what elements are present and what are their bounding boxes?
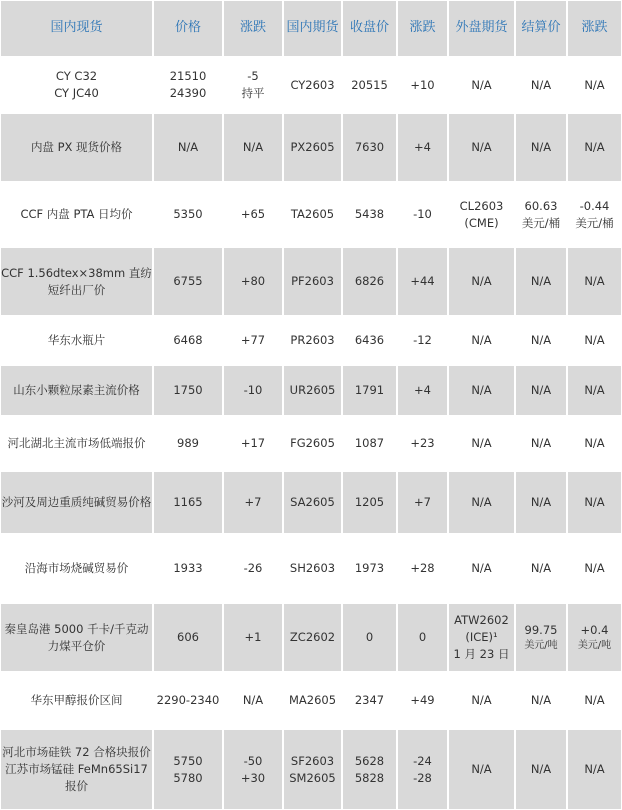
cell-future-change — [398, 183, 447, 246]
cell-line: N/A — [177, 140, 199, 155]
cell-line: 美元/吨 — [577, 639, 612, 651]
cell-line: CY JC40 — [54, 86, 99, 100]
cell-line: N/A — [471, 274, 492, 289]
cell-foreign-change — [568, 114, 621, 181]
cell-line: 5438 — [354, 207, 385, 222]
header-label: 涨跌 — [409, 20, 436, 36]
cell-settle — [516, 114, 566, 181]
cell-spot — [1, 535, 152, 602]
cell-line: 0 — [418, 630, 427, 645]
cell-line: CY2603 — [290, 77, 335, 92]
cell-price — [154, 248, 222, 315]
cell-close — [343, 317, 396, 364]
cell-line: N/A — [584, 762, 605, 777]
cell-line: PR2603 — [290, 333, 335, 348]
cell-line: 6468 — [173, 333, 203, 348]
cell-settle — [516, 730, 566, 809]
cell-line: N/A — [471, 333, 492, 348]
cell-line: N/A — [530, 383, 552, 398]
cell-change — [224, 366, 282, 415]
cell-change — [224, 317, 282, 364]
cell-line: (CME) — [464, 215, 499, 230]
cell-line: N/A — [530, 333, 552, 348]
cell-settle — [516, 58, 566, 112]
cell-line: CCF 内盘 PTA 日均价 — [20, 207, 133, 222]
cell-price — [154, 604, 222, 671]
cell-foreign-future — [449, 417, 514, 470]
cell-line: 1165 — [173, 495, 203, 510]
cell-line: +44 — [410, 274, 435, 289]
cell-close — [343, 472, 396, 533]
cell-future-change — [398, 417, 447, 470]
cell-foreign-future — [449, 604, 514, 671]
cell-line: N/A — [530, 693, 552, 708]
cell-foreign-future — [449, 366, 514, 415]
cell-close — [343, 673, 396, 728]
cell-foreign-change — [568, 417, 621, 470]
cell-line: SA2605 — [290, 495, 335, 510]
cell-future-change — [398, 58, 447, 112]
cell-spot — [1, 417, 152, 470]
cell-price — [154, 673, 222, 728]
cell-line: -5 — [247, 69, 259, 84]
cell-spot — [1, 604, 152, 671]
cell-line: 7630 — [354, 140, 385, 155]
cell-future — [284, 730, 341, 809]
cell-line: 1750 — [173, 383, 203, 398]
cell-close — [343, 58, 396, 112]
cell-line: 华东水瓶片 — [47, 333, 106, 348]
cell-settle — [516, 535, 566, 602]
cell-price — [154, 317, 222, 364]
cell-line: 美元/吨 — [524, 639, 558, 651]
cell-line: SF2603 — [290, 753, 335, 768]
header-label: 结算价 — [521, 20, 561, 36]
cell-line: N/A — [471, 77, 492, 92]
cell-close — [343, 248, 396, 315]
cell-line: -10 — [413, 207, 432, 222]
cell-future-change — [398, 472, 447, 533]
cell-line: N/A — [471, 140, 492, 155]
header-label: 收盘价 — [349, 20, 389, 36]
cell-future — [284, 535, 341, 602]
cell-close — [343, 417, 396, 470]
cell-line: 606 — [177, 630, 199, 645]
cell-price — [154, 472, 222, 533]
cell-price — [154, 366, 222, 415]
cell-line: N/A — [471, 436, 492, 451]
cell-change — [224, 183, 282, 246]
cell-foreign-change — [568, 604, 621, 671]
cell-line: 山东小颗粒尿素主流价格 — [13, 383, 140, 398]
cell-settle — [516, 472, 566, 533]
header-future-change — [398, 1, 447, 56]
cell-future — [284, 317, 341, 364]
cell-close — [343, 535, 396, 602]
cell-line: 秦皇岛港 5000 千卡/千克动 — [4, 621, 149, 636]
cell-spot — [1, 317, 152, 364]
cell-settle — [516, 417, 566, 470]
cell-foreign-change — [568, 535, 621, 602]
cell-line: N/A — [530, 77, 552, 92]
cell-line: N/A — [530, 561, 552, 576]
header-label: 国内期货 — [286, 20, 339, 36]
cell-line: 1791 — [354, 383, 385, 398]
cell-future-change — [398, 114, 447, 181]
cell-line: +10 — [410, 77, 435, 92]
cell-line: 6755 — [173, 274, 203, 289]
cell-line: 989 — [177, 436, 199, 451]
cell-change — [224, 248, 282, 315]
cell-line: N/A — [530, 495, 552, 510]
cell-spot — [1, 472, 152, 533]
cell-line: 99.75 — [524, 622, 558, 637]
cell-foreign-future — [449, 472, 514, 533]
cell-foreign-future — [449, 730, 514, 809]
cell-future — [284, 58, 341, 112]
cell-settle — [516, 183, 566, 246]
header-label: 价格 — [174, 20, 201, 36]
cell-line: 2290-2340 — [156, 693, 220, 708]
cell-future-change — [398, 604, 447, 671]
cell-line: N/A — [584, 77, 605, 92]
cell-line: N/A — [584, 561, 605, 576]
cell-line: N/A — [471, 495, 492, 510]
cell-line: MA2605 — [288, 693, 337, 708]
cell-line: +49 — [410, 693, 435, 708]
cell-close — [343, 604, 396, 671]
cell-foreign-change — [568, 317, 621, 364]
cell-line: -10 — [243, 383, 263, 398]
cell-line: 美元/桶 — [521, 215, 561, 230]
cell-line: 华东甲醇报价区间 — [30, 693, 123, 708]
cell-change — [224, 604, 282, 671]
cell-foreign-change — [568, 366, 621, 415]
cell-line: +7 — [414, 495, 431, 510]
cell-future-change — [398, 366, 447, 415]
cell-foreign-future — [449, 673, 514, 728]
cell-line: ATW2602 — [454, 613, 509, 628]
cell-change — [224, 673, 282, 728]
cell-close — [343, 366, 396, 415]
cell-change — [224, 535, 282, 602]
cell-line: +17 — [240, 436, 266, 451]
cell-line: -0.44 — [579, 198, 610, 213]
cell-settle — [516, 317, 566, 364]
cell-line: 1933 — [173, 561, 203, 576]
cell-line: N/A — [530, 762, 552, 777]
cell-line: 6826 — [354, 274, 385, 289]
cell-foreign-future — [449, 248, 514, 315]
cell-line: 报价 — [65, 778, 88, 793]
cell-spot — [1, 673, 152, 728]
cell-line: 美元/桶 — [575, 215, 614, 230]
cell-line: N/A — [584, 495, 605, 510]
cell-line: CCF 1.56dtex×38mm 直纺 — [1, 265, 152, 280]
cell-foreign-change — [568, 472, 621, 533]
cell-close — [343, 114, 396, 181]
cell-line: (ICE)¹ — [465, 630, 498, 645]
cell-line: 1087 — [354, 436, 385, 451]
header-change — [224, 1, 282, 56]
cell-foreign-change — [568, 58, 621, 112]
cell-line: +4 — [414, 383, 431, 398]
cell-line: N/A — [530, 140, 552, 155]
cell-line: 5780 — [173, 770, 203, 785]
cell-line: CL2603 — [459, 198, 504, 213]
cell-future-change — [398, 673, 447, 728]
cell-line: +77 — [240, 333, 266, 348]
cell-line: N/A — [471, 383, 492, 398]
cell-foreign-future — [449, 183, 514, 246]
cell-line: PX2605 — [290, 140, 335, 155]
cell-spot — [1, 183, 152, 246]
cell-line: 5350 — [173, 207, 203, 222]
cell-line: 沿海市场烧碱贸易价 — [24, 561, 129, 576]
cell-line: TA2605 — [290, 207, 335, 222]
cell-line: 1 月 23 日 — [453, 646, 510, 661]
cell-future-change — [398, 317, 447, 364]
cell-line: 河北市场硅铁 72 合格块报价 — [2, 745, 151, 760]
cell-line: -28 — [413, 770, 432, 785]
cell-future-change — [398, 535, 447, 602]
cell-line: 5750 — [173, 753, 203, 768]
header-label: 外盘期货 — [455, 20, 508, 36]
cell-future-change — [398, 248, 447, 315]
cell-line: N/A — [471, 693, 492, 708]
cell-line: -50 — [243, 753, 263, 768]
cell-line: UR2605 — [289, 383, 336, 398]
cell-change — [224, 114, 282, 181]
cell-close — [343, 730, 396, 809]
cell-line: N/A — [584, 333, 605, 348]
cell-line: N/A — [584, 274, 605, 289]
cell-future — [284, 604, 341, 671]
cell-line: 20515 — [351, 77, 388, 92]
cell-future — [284, 183, 341, 246]
cell-line: -24 — [413, 753, 432, 768]
cell-foreign-change — [568, 248, 621, 315]
cell-line: -26 — [243, 561, 263, 576]
cell-line: +23 — [410, 436, 435, 451]
cell-foreign-future — [449, 535, 514, 602]
cell-line: N/A — [242, 140, 264, 155]
header-price — [154, 1, 222, 56]
cell-price — [154, 730, 222, 809]
header-close — [343, 1, 396, 56]
cell-foreign-change — [568, 730, 621, 809]
cell-line: -12 — [413, 333, 432, 348]
header-foreign-change — [568, 1, 621, 56]
cell-future — [284, 673, 341, 728]
cell-foreign-future — [449, 317, 514, 364]
cell-price — [154, 417, 222, 470]
cell-price — [154, 114, 222, 181]
cell-line: +4 — [414, 140, 431, 155]
cell-line: ZC2602 — [289, 630, 336, 645]
cell-foreign-change — [568, 183, 621, 246]
cell-line: 河北湖北主流市场低端报价 — [7, 436, 146, 451]
header-label: 国内现货 — [50, 20, 103, 36]
cell-line: N/A — [242, 693, 264, 708]
cell-line: N/A — [584, 693, 605, 708]
cell-line: N/A — [584, 436, 605, 451]
cell-line: N/A — [584, 383, 605, 398]
cell-line: 内盘 PX 现货价格 — [30, 140, 123, 155]
cell-foreign-future — [449, 58, 514, 112]
cell-line: +0.4 — [580, 622, 609, 637]
cell-future — [284, 248, 341, 315]
cell-price — [154, 183, 222, 246]
cell-line: 沙河及周边重质纯碱贸易价格 — [1, 495, 152, 510]
cell-spot — [1, 114, 152, 181]
cell-price — [154, 58, 222, 112]
cell-line: 5828 — [354, 770, 385, 785]
cell-settle — [516, 366, 566, 415]
cell-future — [284, 472, 341, 533]
cell-line: N/A — [471, 762, 492, 777]
cell-line: +1 — [244, 630, 262, 645]
cell-line: +28 — [410, 561, 435, 576]
header-label: 涨跌 — [581, 20, 608, 36]
cell-line: +80 — [240, 274, 266, 289]
cell-line: 2347 — [354, 693, 385, 708]
cell-settle — [516, 248, 566, 315]
cell-line: SH2603 — [289, 561, 336, 576]
cell-line: +65 — [240, 207, 266, 222]
header-spot — [1, 1, 152, 56]
cell-line: FG2605 — [290, 436, 335, 451]
cell-change — [224, 730, 282, 809]
cell-line: 力煤平仓价 — [47, 638, 106, 653]
cell-line: N/A — [530, 274, 552, 289]
cell-line: 60.63 — [524, 198, 558, 213]
header-foreign-future — [449, 1, 514, 56]
cell-line: +7 — [244, 495, 262, 510]
cell-line: PF2603 — [291, 274, 334, 289]
cell-line: 江苏市场锰硅 FeMn65Si17 — [5, 762, 148, 777]
cell-line: +30 — [240, 770, 266, 785]
header-future — [284, 1, 341, 56]
cell-change — [224, 472, 282, 533]
cell-line: SM2605 — [289, 770, 336, 785]
header-label: 涨跌 — [239, 20, 266, 36]
cell-line: N/A — [584, 140, 605, 155]
cell-line: 1973 — [354, 561, 385, 576]
cell-future — [284, 417, 341, 470]
cell-line: 1205 — [354, 495, 385, 510]
cell-spot — [1, 58, 152, 112]
cell-foreign-future — [449, 114, 514, 181]
cell-line: 0 — [365, 630, 374, 645]
cell-foreign-change — [568, 673, 621, 728]
cell-change — [224, 58, 282, 112]
cell-change — [224, 417, 282, 470]
cell-line: 6436 — [354, 333, 385, 348]
cell-line: 5628 — [354, 753, 385, 768]
cell-line: 21510 — [169, 69, 207, 84]
cell-future-change — [398, 730, 447, 809]
cell-line: CY C32 — [55, 69, 98, 84]
cell-line: 持平 — [241, 86, 265, 100]
cell-line: N/A — [471, 561, 492, 576]
cell-future — [284, 114, 341, 181]
cell-line: 短纤出厂价 — [47, 282, 106, 297]
cell-settle — [516, 604, 566, 671]
header-settle — [516, 1, 566, 56]
cell-spot — [1, 730, 152, 809]
cell-price — [154, 535, 222, 602]
cell-close — [343, 183, 396, 246]
cell-future — [284, 366, 341, 415]
cell-line: 24390 — [169, 86, 207, 100]
cell-settle — [516, 673, 566, 728]
cell-line: N/A — [530, 436, 552, 451]
cell-spot — [1, 248, 152, 315]
cell-spot — [1, 366, 152, 415]
